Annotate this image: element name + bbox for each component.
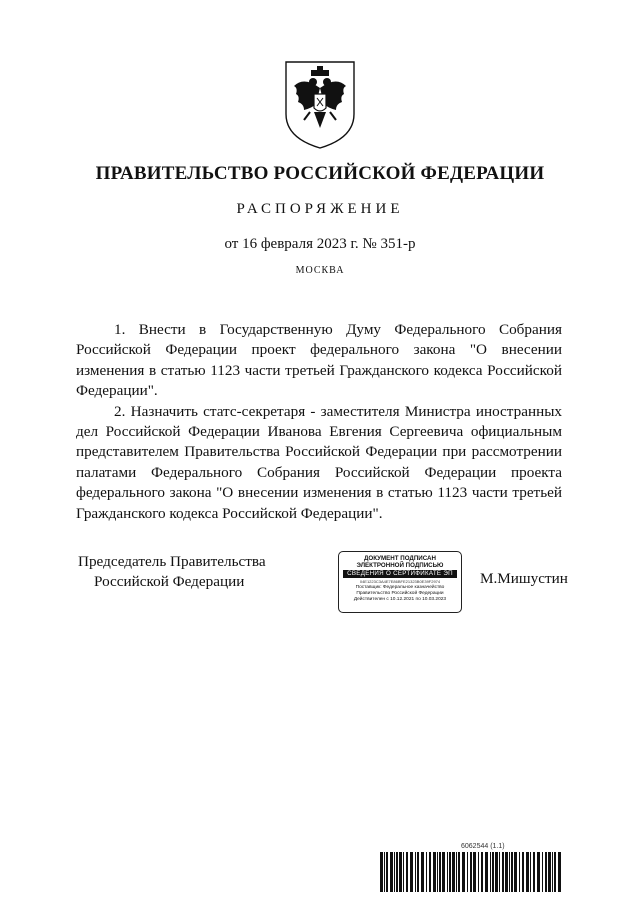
stamp-owner: Правительство Российской Федерации bbox=[356, 591, 444, 596]
document-body bbox=[76, 320, 562, 524]
barcode-icon bbox=[380, 852, 562, 892]
government-title: ПРАВИТЕЛЬСТВО РОССИЙСКОЙ ФЕДЕРАЦИИ bbox=[95, 163, 545, 184]
paragraph-1: 1. Внести в Государственную Думу Федерального Собрания Российской Федерации проект федерального закона "О внесении изменения в статью 1123 части третьей Гражданского кодекса Российской Федерации". bbox=[76, 321, 562, 400]
stamp-line-1: ДОКУМЕНТ ПОДПИСАН bbox=[364, 555, 436, 562]
electronic-signature-stamp bbox=[338, 551, 462, 613]
stamp-supplier: Поставщик: Федеральное казначейство bbox=[355, 585, 445, 590]
position-line-1: Председатель Правительства bbox=[78, 553, 266, 570]
document-type: РАСПОРЯЖЕНИЕ bbox=[236, 201, 404, 217]
paragraph-2: 2. Назначить статс-секретаря - заместителя Министра иностранных дел Российской Федерации Иванова Евгения Сергеевича официальным представителем Правительства Российской Федерации при рассмотрении палатами Федерального Собрания Российской Федерации проекта федерального закона "О внесении изменения в статью 1123 части третьей Гражданского кодекса Российской Федерации". bbox=[76, 402, 562, 522]
state-emblem-icon bbox=[282, 58, 358, 150]
position-line-2: Российской Федерации bbox=[94, 573, 245, 590]
stamp-cert-id: 04E1223C3A4E7E86BFE21323B0E39F2974 bbox=[359, 579, 441, 584]
document-date-number: от 16 февраля 2023 г. № 351-р bbox=[224, 236, 416, 252]
signatory-name: М.Мишустин bbox=[480, 570, 568, 587]
signatory-position bbox=[78, 552, 266, 592]
barcode-number: 6062544 (1.1) bbox=[461, 843, 505, 850]
stamp-line-2: ЭЛЕКТРОННОЙ ПОДПИСЬЮ bbox=[356, 562, 444, 569]
stamp-certificate-header: СВЕДЕНИЯ О СЕРТИФИКАТЕ ЭП bbox=[343, 570, 457, 578]
document-city: МОСКВА bbox=[295, 265, 345, 276]
stamp-validity: Действителен с 10.12.2021 по 10.03.2023 bbox=[353, 597, 447, 602]
